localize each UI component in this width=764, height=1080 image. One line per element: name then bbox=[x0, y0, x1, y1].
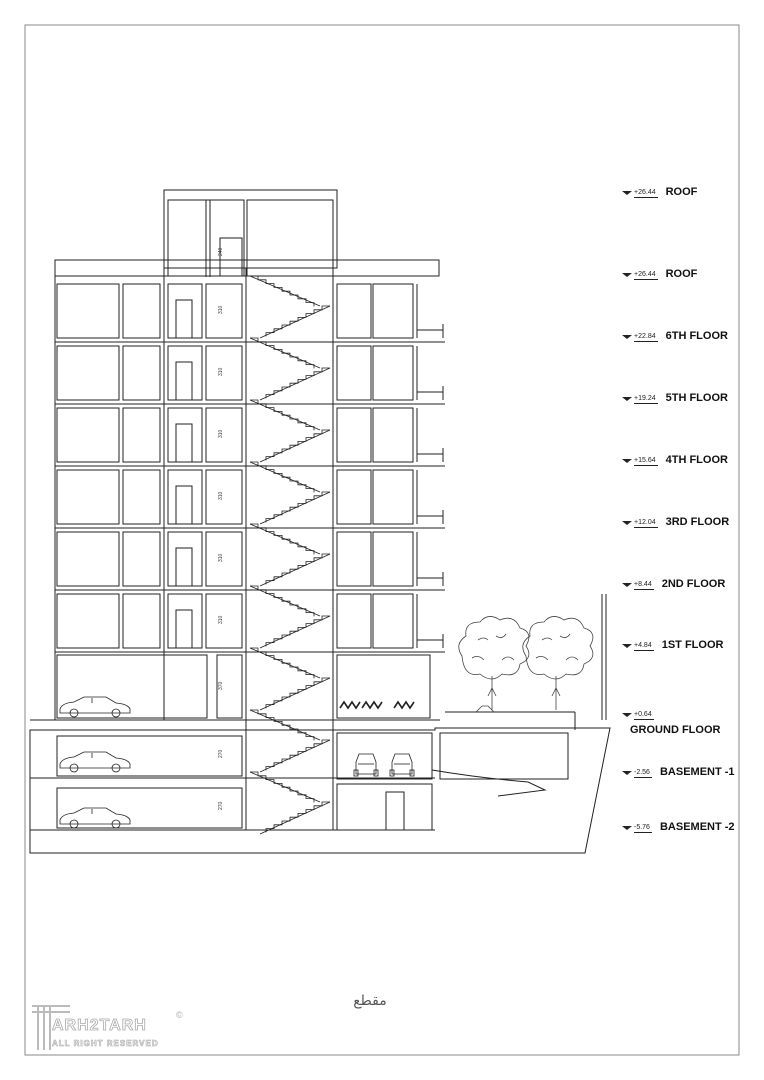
drawing-title: مقطع bbox=[353, 993, 387, 1009]
car-front-2 bbox=[390, 754, 414, 776]
tree-left bbox=[459, 616, 529, 710]
level-name: 4TH FLOOR bbox=[665, 454, 728, 466]
tree-trunk bbox=[552, 676, 560, 710]
ramp-room bbox=[440, 733, 568, 779]
floor-dimension: 310 bbox=[218, 615, 224, 624]
tree-trunk bbox=[488, 676, 496, 710]
left-room bbox=[57, 532, 119, 586]
tree-canopy bbox=[523, 616, 593, 679]
lift-shaft bbox=[168, 346, 202, 400]
lift-door bbox=[176, 424, 192, 462]
lift-shaft bbox=[206, 408, 242, 462]
lift-shaft bbox=[206, 346, 242, 400]
left-room bbox=[57, 594, 119, 648]
lift-shaft bbox=[168, 594, 202, 648]
stair-flight bbox=[250, 710, 314, 740]
level-triangle-icon bbox=[622, 335, 632, 339]
lobby-furniture bbox=[340, 702, 360, 708]
level-elevation: +26.44 bbox=[634, 189, 656, 196]
lobby-furniture bbox=[394, 702, 414, 708]
stair-stringer bbox=[260, 678, 330, 710]
stair-stringer bbox=[250, 772, 320, 802]
level-name: 6TH FLOOR bbox=[665, 330, 728, 342]
car-ground bbox=[60, 697, 130, 717]
landscape-trees bbox=[459, 616, 593, 712]
level-elevation: +8.44 bbox=[634, 581, 652, 588]
right-room bbox=[373, 408, 413, 462]
right-room bbox=[373, 470, 413, 524]
lift-shaft bbox=[168, 470, 202, 524]
level-elevation: +26.44 bbox=[634, 271, 656, 278]
level-marker bbox=[622, 637, 723, 651]
stair-head bbox=[247, 200, 333, 276]
lift-door bbox=[176, 548, 192, 586]
floor-dimension: 310 bbox=[218, 429, 224, 438]
stair-stringer bbox=[260, 740, 330, 772]
svg-text:ARH2TARH: ARH2TARH bbox=[52, 1017, 147, 1034]
level-triangle-icon bbox=[622, 459, 632, 463]
level-marker bbox=[622, 514, 729, 528]
ramp bbox=[432, 770, 545, 796]
top-dimension: 240 bbox=[218, 247, 224, 256]
level-marker bbox=[622, 706, 721, 736]
basement-dimension: 270 bbox=[218, 749, 224, 758]
right-room bbox=[337, 594, 371, 648]
car-basement-2 bbox=[60, 808, 130, 828]
stair-flight bbox=[250, 586, 314, 616]
tree-right bbox=[523, 616, 593, 710]
level-name: ROOF bbox=[665, 186, 698, 198]
stair-stringer bbox=[260, 430, 330, 462]
tree-leaves bbox=[472, 634, 514, 660]
lift-shaft bbox=[168, 532, 202, 586]
stair-stringer bbox=[250, 710, 320, 740]
left-room bbox=[57, 346, 119, 400]
level-marker bbox=[622, 266, 697, 280]
left-room bbox=[123, 470, 160, 524]
level-marker bbox=[622, 576, 725, 590]
stair-core-top bbox=[164, 190, 337, 268]
svg-text:©: © bbox=[176, 1010, 183, 1020]
level-triangle-icon bbox=[622, 273, 632, 277]
level-triangle-icon bbox=[622, 191, 632, 195]
garden-steps bbox=[476, 706, 494, 712]
level-name: 2ND FLOOR bbox=[661, 578, 726, 590]
level-marker bbox=[622, 819, 735, 833]
lift-door bbox=[176, 610, 192, 648]
level-elevation: +4.84 bbox=[634, 642, 652, 649]
level-name: 5TH FLOOR bbox=[665, 392, 728, 404]
ground-dimension: 370 bbox=[218, 681, 224, 690]
lift-shaft bbox=[206, 470, 242, 524]
level-name: ROOF bbox=[665, 268, 698, 280]
right-room bbox=[337, 470, 371, 524]
right-room bbox=[337, 284, 371, 338]
left-room bbox=[123, 346, 160, 400]
stair-flights bbox=[250, 276, 330, 834]
floor-dimension: 310 bbox=[218, 305, 224, 314]
right-room bbox=[373, 532, 413, 586]
left-room bbox=[123, 532, 160, 586]
watermark-logo bbox=[30, 1004, 190, 1054]
level-name: BASEMENT -1 bbox=[659, 766, 735, 778]
level-name: BASEMENT -2 bbox=[659, 821, 735, 833]
floor-dimension: 310 bbox=[218, 367, 224, 376]
lift-door bbox=[176, 300, 192, 338]
left-room bbox=[57, 284, 119, 338]
left-room bbox=[123, 594, 160, 648]
level-elevation: +19.24 bbox=[634, 395, 656, 402]
lift-shaft bbox=[206, 594, 242, 648]
level-triangle-icon bbox=[622, 644, 632, 648]
stair-flight bbox=[250, 338, 314, 368]
level-marker bbox=[622, 328, 728, 342]
floor-dimension: 310 bbox=[218, 491, 224, 500]
stair-stringer bbox=[260, 306, 330, 338]
ground-lobby bbox=[337, 655, 430, 718]
svg-text:ALL RIGHT RESERVED: ALL RIGHT RESERVED bbox=[52, 1039, 159, 1048]
left-room bbox=[123, 284, 160, 338]
stair-stringer bbox=[260, 368, 330, 400]
tree-canopy bbox=[459, 616, 529, 679]
stair-flight bbox=[250, 462, 314, 492]
lift-shaft bbox=[206, 532, 242, 586]
right-room bbox=[337, 532, 371, 586]
stair-stringer bbox=[260, 616, 330, 648]
right-room bbox=[373, 594, 413, 648]
lift-shaft bbox=[168, 284, 202, 338]
stair-stringer bbox=[250, 276, 320, 306]
stair-stringer bbox=[260, 554, 330, 586]
basement-dimension: 270 bbox=[218, 801, 224, 810]
level-marker bbox=[622, 452, 728, 466]
level-elevation: +15.64 bbox=[634, 457, 656, 464]
basement-right-bay bbox=[337, 784, 432, 830]
level-elevation: -5.76 bbox=[634, 824, 650, 831]
building-outline bbox=[30, 190, 610, 853]
level-elevation: +22.84 bbox=[634, 333, 656, 340]
dimension-labels bbox=[218, 247, 224, 810]
stair-stringer bbox=[260, 802, 330, 834]
basement-right-bay bbox=[337, 733, 432, 779]
floor-dimension: 310 bbox=[218, 553, 224, 562]
lift-door bbox=[176, 362, 192, 400]
level-triangle-icon bbox=[622, 397, 632, 401]
left-room bbox=[123, 408, 160, 462]
stair-flight bbox=[250, 648, 314, 678]
car-basement-1 bbox=[60, 752, 130, 772]
right-room bbox=[373, 284, 413, 338]
level-name: 3RD FLOOR bbox=[665, 516, 730, 528]
lift-shaft bbox=[206, 284, 242, 338]
level-name: 1ST FLOOR bbox=[661, 639, 724, 651]
left-room bbox=[57, 470, 119, 524]
site-outline bbox=[30, 728, 610, 853]
right-room bbox=[373, 346, 413, 400]
parked-cars bbox=[60, 697, 414, 828]
level-triangle-icon bbox=[622, 583, 632, 587]
level-triangle-icon bbox=[622, 826, 632, 830]
level-name: GROUND FLOOR bbox=[630, 724, 721, 736]
lift-shaft bbox=[168, 408, 202, 462]
basement-bay bbox=[57, 736, 242, 776]
lobby-furniture bbox=[362, 702, 382, 708]
level-triangle-icon bbox=[622, 713, 632, 717]
level-elevation: +12.04 bbox=[634, 519, 656, 526]
stair-flight bbox=[250, 276, 314, 306]
level-triangle-icon bbox=[622, 771, 632, 775]
stair-flight bbox=[250, 524, 314, 554]
roof-door bbox=[220, 238, 242, 276]
tree-leaves bbox=[536, 634, 578, 660]
right-room bbox=[337, 408, 371, 462]
level-elevation: +0.64 bbox=[634, 711, 652, 718]
stair-flight bbox=[250, 772, 314, 802]
stair-stringer bbox=[260, 492, 330, 524]
level-marker bbox=[622, 764, 735, 778]
level-triangle-icon bbox=[622, 521, 632, 525]
lift-door bbox=[176, 486, 192, 524]
ground-parking bbox=[57, 655, 207, 718]
right-room bbox=[337, 346, 371, 400]
level-elevation: -2.56 bbox=[634, 769, 650, 776]
car-front-1 bbox=[354, 754, 378, 776]
level-marker bbox=[622, 184, 697, 198]
left-room bbox=[57, 408, 119, 462]
level-marker bbox=[622, 390, 728, 404]
sheet-border bbox=[25, 25, 739, 1055]
basement-door bbox=[386, 792, 404, 830]
stair-flight bbox=[250, 400, 314, 430]
